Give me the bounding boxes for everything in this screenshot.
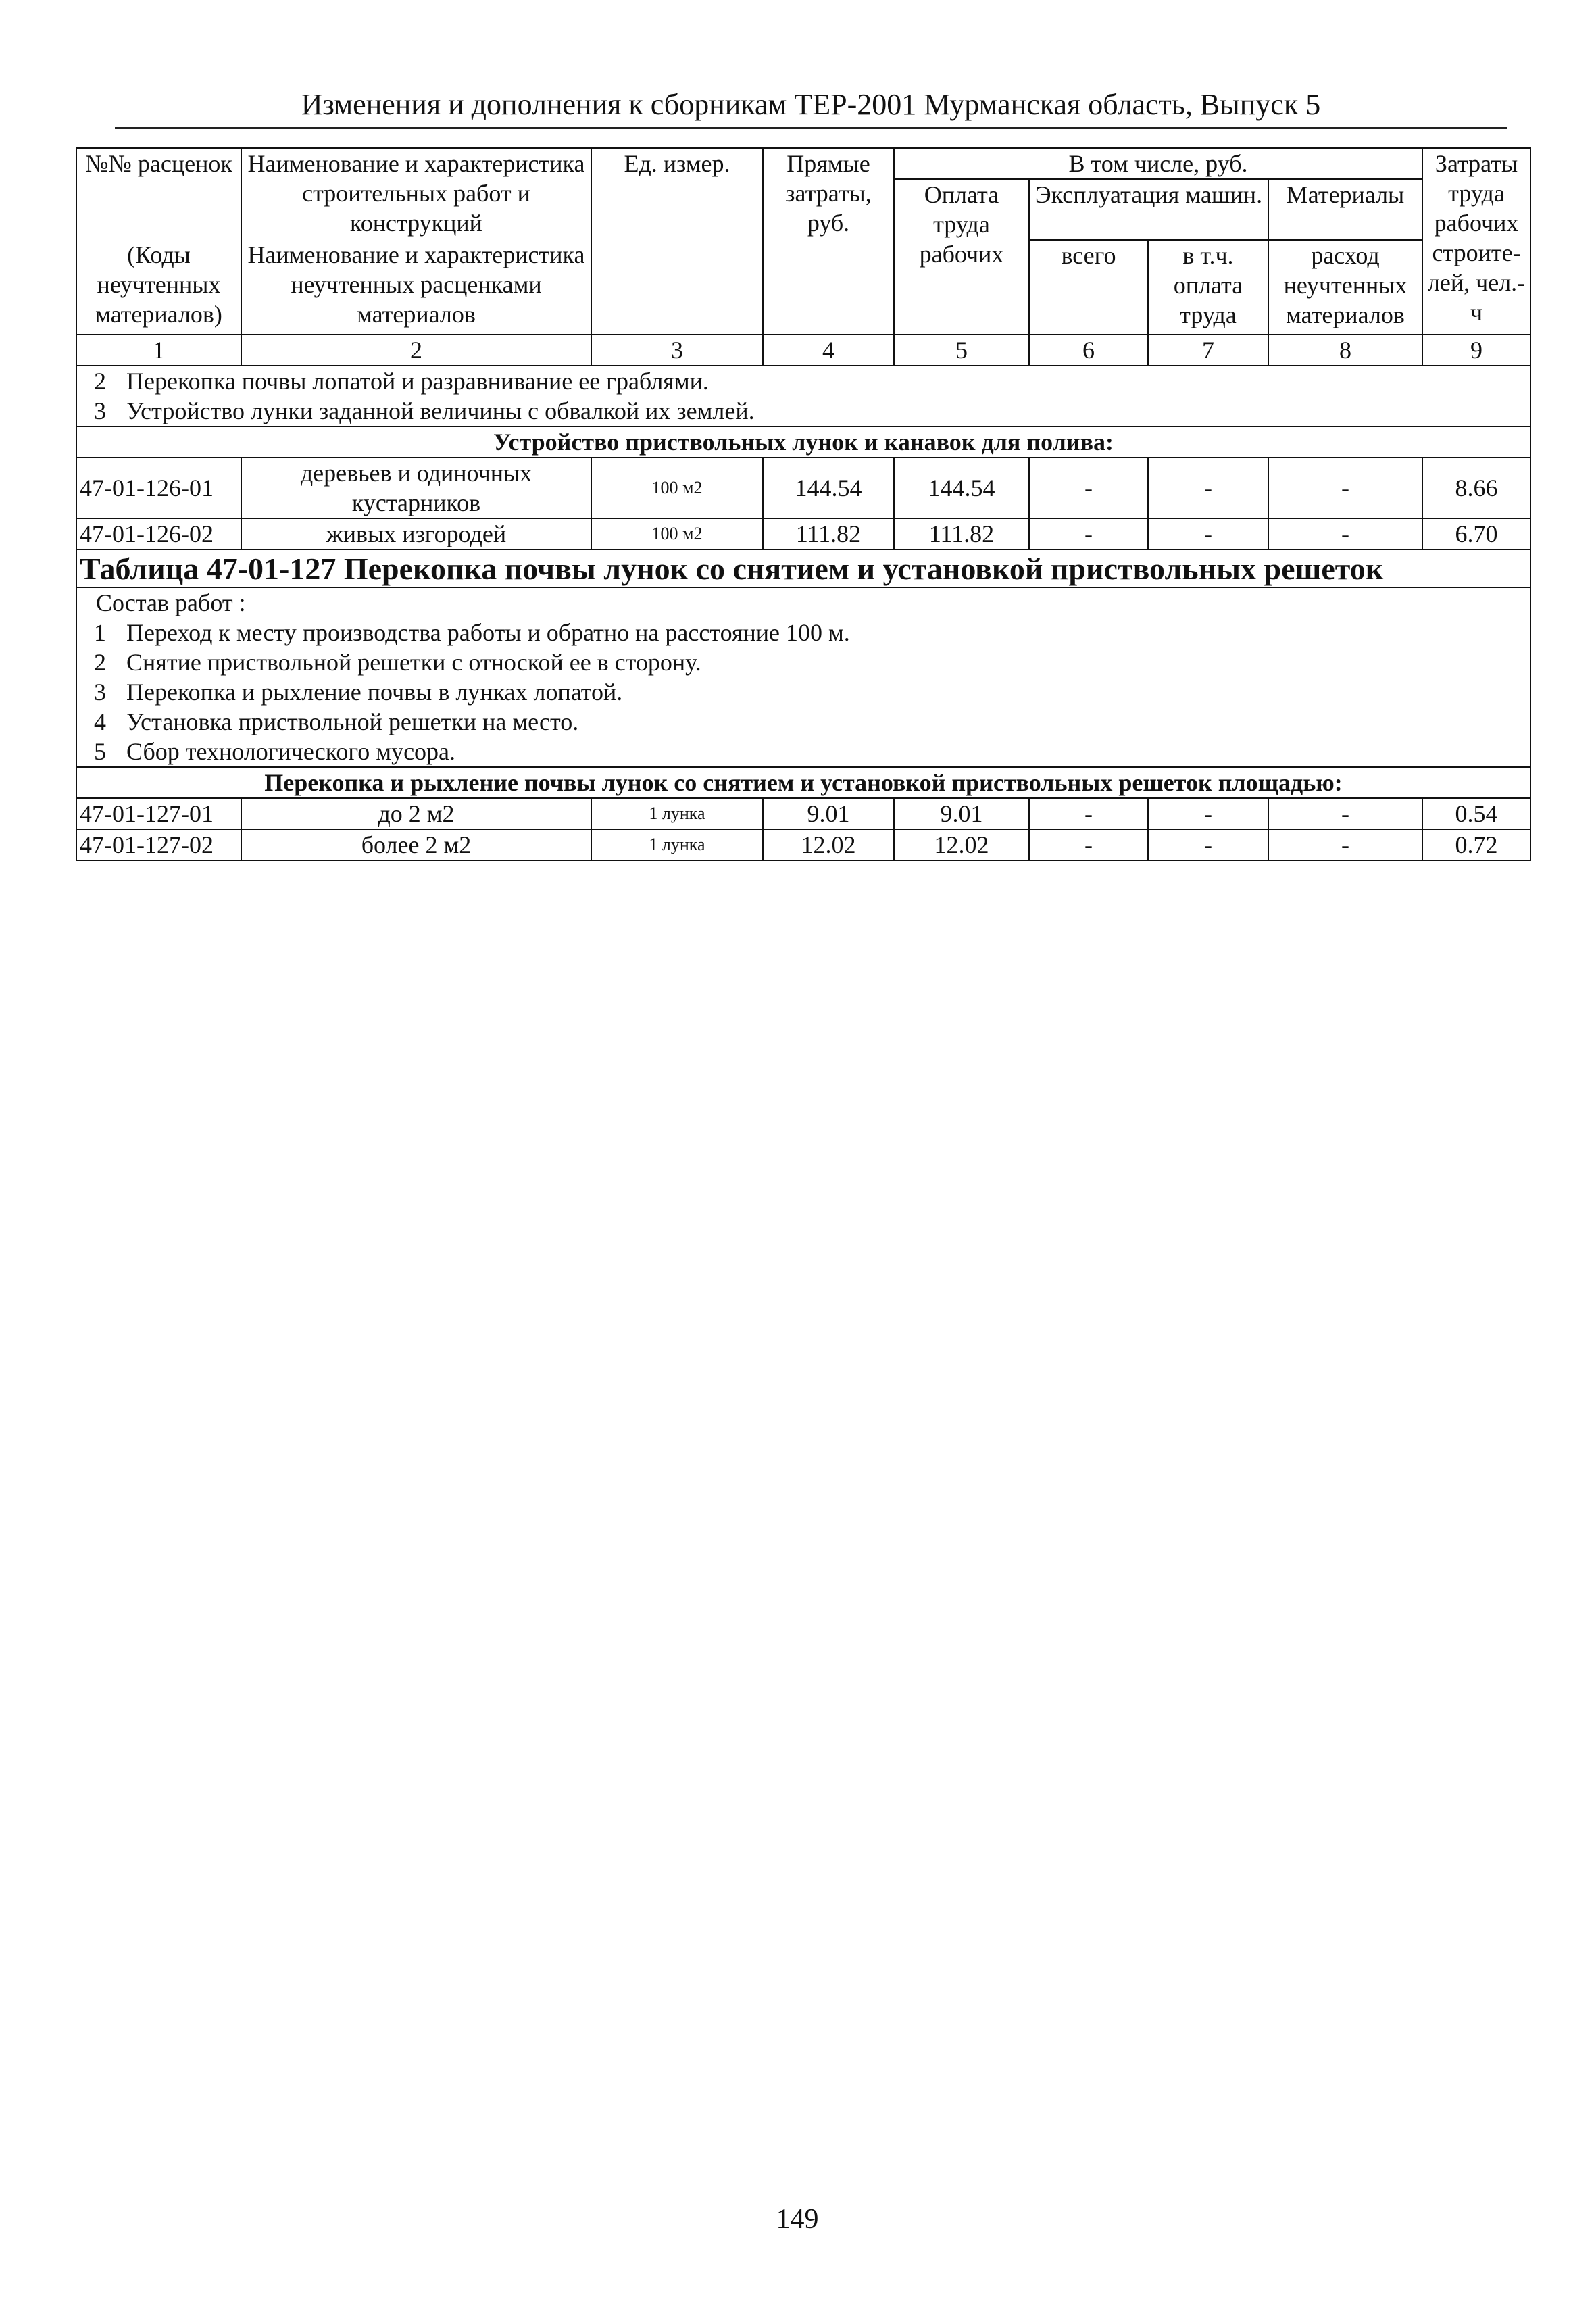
rates-table [76, 147, 1531, 861]
col-materials-header: Материалы [1268, 179, 1422, 240]
page-header: Изменения и дополнения к сборникам ТЕР-2001 Мурманская область, Выпуск 5 [115, 88, 1507, 129]
col-including-header: В том числе, руб. [894, 148, 1422, 179]
rate-machines: - [1029, 829, 1148, 860]
rate-machines-wages: - [1148, 829, 1268, 860]
rate-name: до 2 м2 [241, 798, 591, 829]
rate-name: деревьев и одиночных кустарников [241, 458, 591, 518]
rate-labor: 8.66 [1422, 458, 1530, 518]
column-number: 1 [76, 335, 241, 366]
rate-unit: 100 м2 [591, 458, 763, 518]
table-header-row [76, 148, 1530, 179]
column-numbers-row [76, 335, 1530, 366]
rate-machines: - [1029, 458, 1148, 518]
work-item: 3 Устройство лунки заданной величины с обвалкой их землей. [94, 397, 755, 424]
rate-wages: 111.82 [894, 518, 1029, 549]
col-name-header: Наименование и характеристика строительных работ и конструкций [241, 148, 591, 240]
rate-machines: - [1029, 518, 1148, 549]
col-machines-total-header: всего [1029, 240, 1148, 335]
rate-wages: 9.01 [894, 798, 1029, 829]
work-item: 5 Сбор технологического мусора. [94, 738, 456, 765]
table-title-row [76, 549, 1530, 587]
work-list-row [76, 587, 1530, 767]
column-number: 7 [1148, 335, 1268, 366]
work-item: 4 Установка приствольной решетки на место. [94, 708, 579, 735]
rate-machines-wages: - [1148, 518, 1268, 549]
rate-labor: 6.70 [1422, 518, 1530, 549]
column-number: 2 [241, 335, 591, 366]
column-number: 9 [1422, 335, 1530, 366]
col-direct-header: Прямые затраты, руб. [763, 148, 894, 335]
col-wages-header: Оплата труда рабочих [894, 179, 1029, 335]
rate-machines-wages: - [1148, 458, 1268, 518]
col-machines-wages-header: в т.ч. оплата труда [1148, 240, 1268, 335]
rate-direct: 9.01 [763, 798, 894, 829]
rate-direct: 111.82 [763, 518, 894, 549]
column-number: 8 [1268, 335, 1422, 366]
work-item: 2 Снятие приствольной решетки с отноской ее в сторону. [94, 649, 701, 676]
rate-name: живых изгородей [241, 518, 591, 549]
rate-materials: - [1268, 798, 1422, 829]
rate-wages: 12.02 [894, 829, 1029, 860]
col-code2-header: (Коды неучтенных материалов) [76, 240, 241, 335]
section-title: Устройство приствольных лунок и канавок для полива: [76, 426, 1530, 458]
table-127-title: Таблица 47-01-127 Перекопка почвы лунок со снятием и установкой приствольных решеток [76, 549, 1530, 587]
column-number: 3 [591, 335, 763, 366]
col-name2-header: Наименование и характеристика неучтенных расценками материалов [241, 240, 591, 335]
work-composition [76, 587, 1530, 767]
rate-machines: - [1029, 798, 1148, 829]
rate-code: 47-01-126-02 [76, 518, 241, 549]
work-list-row [76, 366, 1530, 426]
rate-unit: 1 лунка [591, 798, 763, 829]
work-item: 3 Перекопка и рыхление почвы в лунках лопатой. [94, 679, 623, 706]
column-number: 4 [763, 335, 894, 366]
rate-unit: 1 лунка [591, 829, 763, 860]
section-title: Перекопка и рыхление почвы лунок со снятием и установкой приствольных решеток площадью: [76, 767, 1530, 798]
rate-materials: - [1268, 518, 1422, 549]
work-item: 2 Перекопка почвы лопатой и разравнивание ее граблями. [94, 368, 709, 395]
page-number: 149 [776, 2204, 819, 2235]
rate-name: более 2 м2 [241, 829, 591, 860]
col-unit-header: Ед. измер. [591, 148, 763, 335]
rate-wages: 144.54 [894, 458, 1029, 518]
table-row [76, 798, 1530, 829]
rate-code: 47-01-127-01 [76, 798, 241, 829]
rate-direct: 144.54 [763, 458, 894, 518]
col-materials-use-header: расход неучтенных материалов [1268, 240, 1422, 335]
section-title-row [76, 767, 1530, 798]
rate-direct: 12.02 [763, 829, 894, 860]
rate-materials: - [1268, 458, 1422, 518]
col-code-header: №№ расценок [76, 148, 241, 240]
rate-code: 47-01-126-01 [76, 458, 241, 518]
table-row [76, 458, 1530, 518]
rate-labor: 0.72 [1422, 829, 1530, 860]
rate-machines-wages: - [1148, 798, 1268, 829]
section-title-row [76, 426, 1530, 458]
work-item: 1 Переход к месту производства работы и обратно на расстояние 100 м. [94, 619, 850, 646]
rate-materials: - [1268, 829, 1422, 860]
rate-code: 47-01-127-02 [76, 829, 241, 860]
previous-works [76, 366, 1530, 426]
table-row [76, 829, 1530, 860]
table-row [76, 518, 1530, 549]
rate-unit: 100 м2 [591, 518, 763, 549]
col-labor-header: Затраты труда рабочих строите-лей, чел.-ч [1422, 148, 1530, 335]
column-number: 6 [1029, 335, 1148, 366]
column-number: 5 [894, 335, 1029, 366]
col-machines-header: Эксплуатация машин. [1029, 179, 1268, 240]
rate-labor: 0.54 [1422, 798, 1530, 829]
works-label: Состав работ : [96, 589, 246, 616]
